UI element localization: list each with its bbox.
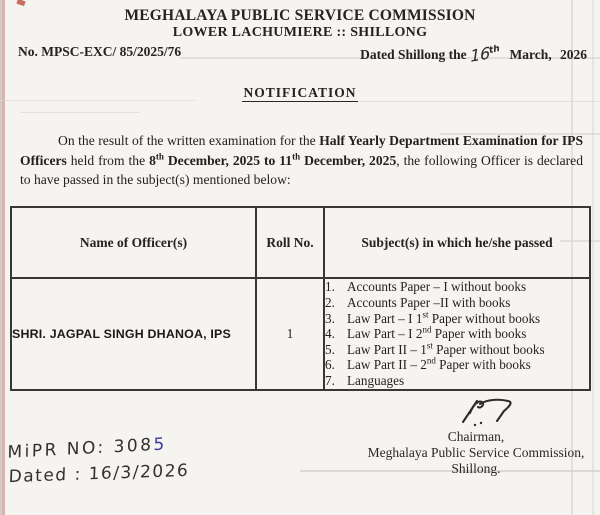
header-subjects-passed: Subject(s) in which he/she passed [324, 207, 590, 278]
scan-red-mark [16, 0, 25, 6]
scan-streak [20, 112, 140, 113]
subject-text: Law Part II – 2 [347, 357, 427, 373]
header-name-of-officers: Name of Officer(s) [11, 207, 256, 278]
notification-title-row [0, 84, 600, 102]
paragraph-text: On the result of the written examination for the [58, 133, 320, 148]
subject-number: 7. [325, 372, 335, 388]
subject-text: Accounts Paper – I without books [347, 279, 527, 295]
subject-number: 2. [325, 295, 335, 311]
subject-item [325, 295, 589, 311]
subjects-cell [324, 278, 590, 390]
result-table [10, 206, 591, 391]
handwritten-mipr-number [7, 433, 188, 462]
subject-sup: st [426, 340, 433, 351]
table-header-row [11, 207, 590, 278]
subject-sup: nd [426, 356, 436, 366]
roll-number: 1 [256, 278, 324, 390]
handwritten-day: 16 [468, 42, 492, 67]
mipr-last-digit-blue: 5 [153, 434, 167, 456]
subject-item [325, 279, 589, 295]
paragraph-text: held from the [66, 152, 150, 168]
subject-text: Paper with books [431, 326, 527, 342]
subject-number: 6. [325, 357, 335, 373]
date-prefix: Dated Shillong the [360, 47, 471, 62]
subject-item [325, 373, 589, 389]
chairman-signature-scribble [456, 394, 520, 428]
handwritten-notes [7, 433, 190, 488]
subject-sup: nd [422, 324, 432, 335]
officer-name: SHRI. JAGPAL SINGH DHANOA, IPS [11, 278, 256, 390]
paragraph-text: , the following Officer is declared to have passed in the subject(s) mentioned below: [20, 152, 584, 188]
paragraph-bold-date: December, 2025 [300, 152, 397, 168]
signatory-organization: Meghalaya Public Service Commission, [367, 445, 585, 460]
date-line [360, 42, 587, 67]
reference-number: No. MPSC-EXC/ 85/2025/76 [18, 44, 182, 59]
signatory-place: Shillong. [451, 461, 501, 476]
subject-text: Paper with books [435, 357, 531, 373]
scan-vertical-line [592, 0, 594, 515]
subject-number: 5. [325, 341, 335, 357]
subject-item [325, 326, 589, 342]
subject-text: Law Part II – 1 [347, 341, 427, 357]
signatory-title: Chairman, [447, 429, 505, 444]
ordinal-sup: th [155, 151, 164, 162]
subject-text: Law Part – I 1 [347, 310, 423, 326]
subject-text: Law Part – I 2 [347, 326, 423, 342]
subject-number: 4. [325, 326, 335, 342]
notification-title: NOTIFICATION [243, 85, 357, 100]
signature-block [363, 394, 589, 477]
notification-paragraph [20, 131, 583, 190]
subject-text: Languages [347, 372, 405, 388]
subject-text: Paper without books [432, 341, 545, 357]
handwritten-day-ordinal: th [489, 43, 500, 57]
subject-text: Paper without books [428, 310, 541, 326]
organization-location: LOWER LACHUMIERE :: SHILLONG [172, 25, 428, 40]
ordinal-sup: th [292, 151, 301, 162]
organization-name: MEGHALAYA PUBLIC SERVICE COMMISSION [124, 7, 476, 24]
subject-text: Accounts Paper –II with books [347, 295, 511, 311]
subject-item [325, 342, 589, 358]
subject-item [325, 357, 589, 373]
handwritten-date: Dated : 16/3/2026 [8, 460, 190, 488]
date-month-year: March, 2026 [501, 47, 587, 62]
paragraph-bold-date: 8 [149, 152, 156, 168]
subject-number: 1. [325, 279, 335, 295]
table-row [11, 278, 590, 390]
subject-sup: st [422, 309, 429, 320]
mipr-text: MiPR NO: 308 [7, 435, 154, 463]
header-roll-no: Roll No. [256, 207, 324, 278]
subject-number: 3. [325, 310, 335, 326]
scan-edge-pink-line [2, 0, 5, 515]
subject-item [325, 311, 589, 327]
paragraph-bold-date: December, 2025 to 11 [163, 152, 293, 168]
paragraph-bold-exam-name: Half Yearly Department Examination for IPS Officers [20, 133, 584, 168]
